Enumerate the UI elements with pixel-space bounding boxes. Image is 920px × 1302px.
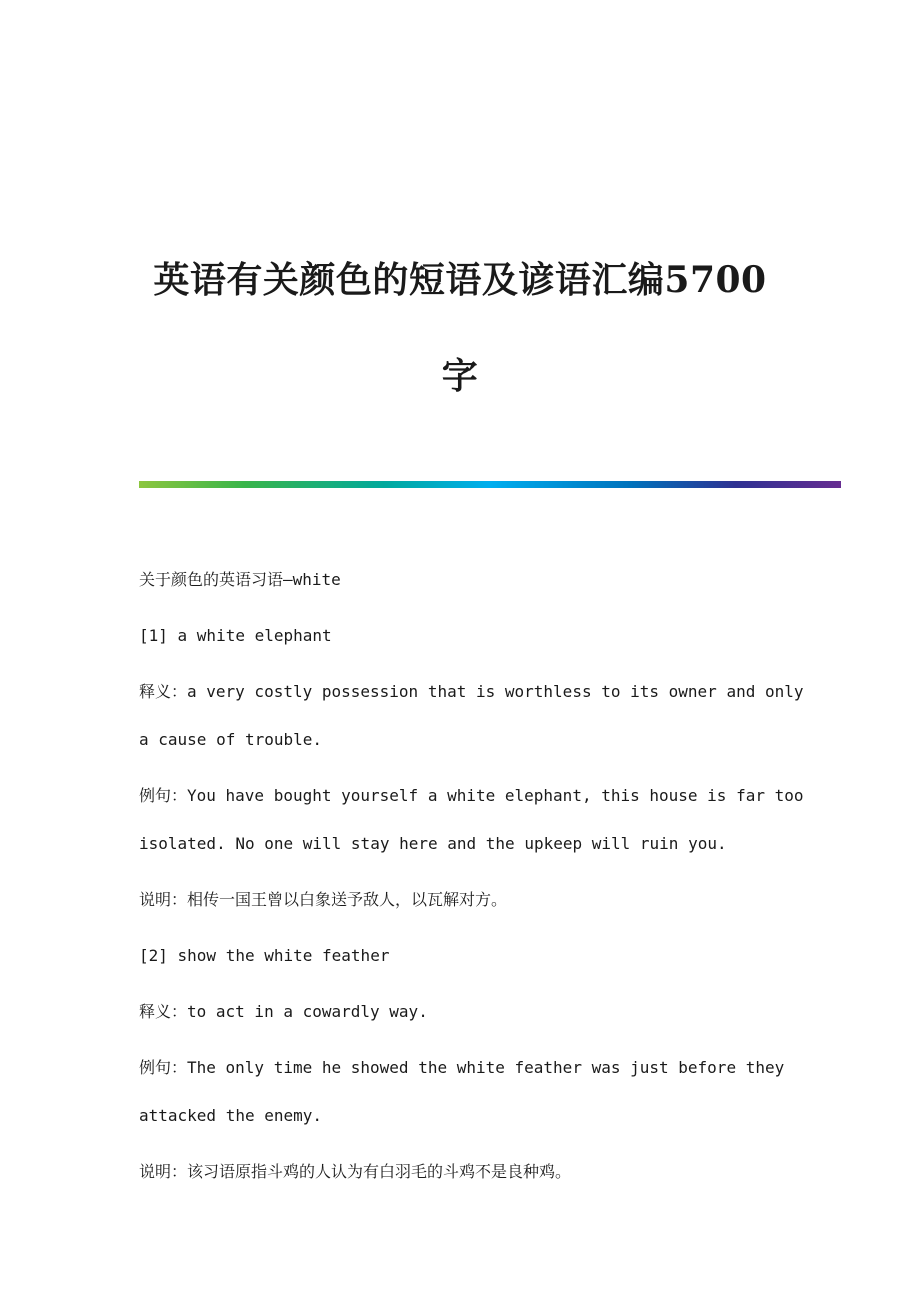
document-title-line-2: 字	[441, 355, 479, 398]
idiom-1-definition: 释义：a very costly possession that is worthless to its owner and only a cause of trouble.	[139, 682, 814, 749]
section-heading: 关于颜色的英语习语—white	[139, 570, 341, 589]
idiom-2-example: 例句：The only time he showed the white feather was just before they attacked the enemy.	[139, 1058, 794, 1125]
document-title-line-1: 英语有关颜色的短语及谚语汇编5700	[153, 259, 767, 302]
idiom-2-title: [2] show the white feather	[139, 946, 390, 965]
document-body	[139, 556, 819, 1204]
idiom-2-note: 说明：该习语原指斗鸡的人认为有白羽毛的斗鸡不是良种鸡。	[139, 1162, 572, 1181]
idiom-1-note: 说明：相传一国王曾以白象送予敌人，以瓦解对方。	[139, 890, 508, 909]
idiom-1-example: 例句：You have bought yourself a white elephant, this house is far too isolated. No one will stay here and the upkeep will ruin you.	[139, 786, 814, 853]
gradient-divider	[139, 481, 841, 488]
idiom-2-definition: 释义：to act in a cowardly way.	[139, 1002, 428, 1021]
idiom-1-title: [1] a white elephant	[139, 626, 332, 645]
document-title	[0, 232, 920, 424]
